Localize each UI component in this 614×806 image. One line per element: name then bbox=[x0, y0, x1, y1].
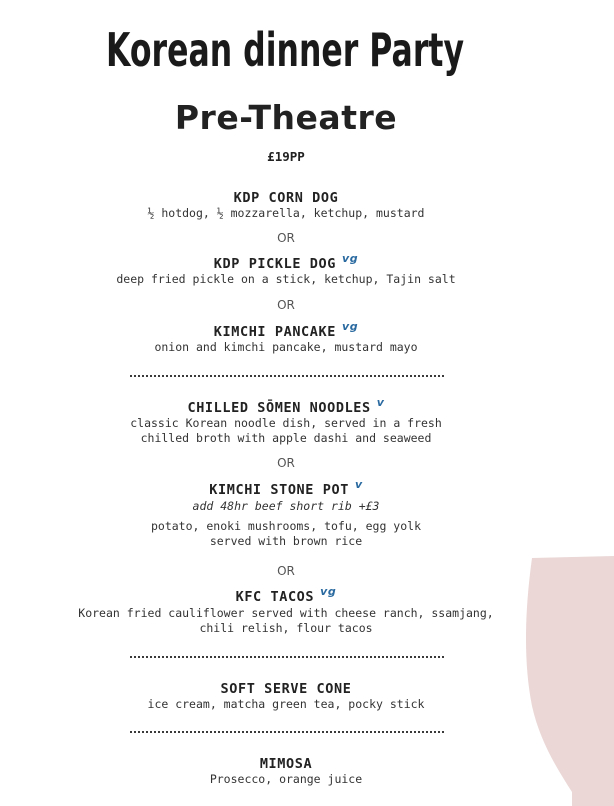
champagne-glass-icon bbox=[510, 556, 614, 806]
menu-item-name: SOFT SERVE CONE bbox=[220, 681, 352, 697]
or-separator: OR bbox=[277, 564, 295, 578]
dotted-divider bbox=[130, 375, 444, 377]
menu-item-name: KDP CORN DOG bbox=[233, 190, 339, 206]
svg-text:Korean dinner Party: Korean dinner Party bbox=[106, 23, 465, 77]
menu-item-desc: chili relish, flour tacos bbox=[199, 621, 373, 635]
or-separator: OR bbox=[277, 298, 295, 312]
dotted-divider bbox=[130, 731, 444, 733]
menu-item-desc: Prosecco, orange juice bbox=[209, 772, 363, 786]
menu-item-desc: chilled broth with apple dashi and seaweed bbox=[140, 431, 432, 445]
or-separator: OR bbox=[277, 456, 295, 470]
vegetarian-tag: v bbox=[354, 478, 363, 491]
menu-item-desc: ½ hotdog, ½ mozzarella, ketchup, mustard bbox=[147, 206, 425, 220]
menu-item-desc: Korean fried cauliflower served with cheese ranch, ssamjang, bbox=[78, 606, 494, 620]
menu-item-name: CHILLED SŌMEN NOODLES $^v$ bbox=[187, 396, 385, 416]
menu-item-name: KIMCHI PANCAKE $^{vg}$ bbox=[213, 320, 359, 340]
menu-title: Pre-Theatre bbox=[174, 98, 398, 137]
or-separator: OR bbox=[277, 231, 295, 245]
vegan-tag: vg bbox=[320, 585, 337, 598]
menu-item-addon: add 48hr beef short rib +£3 bbox=[192, 499, 380, 513]
vegetarian-tag: v bbox=[376, 396, 385, 409]
vegan-tag: vg bbox=[341, 252, 359, 265]
vegan-tag: vg bbox=[341, 320, 359, 333]
menu-item-name: KDP PICKLE DOG $^{vg}$ bbox=[213, 252, 359, 272]
menu-item-desc: deep fried pickle on a stick, ketchup, Tajin salt bbox=[116, 272, 456, 286]
menu-item-desc: served with brown rice bbox=[209, 534, 363, 548]
menu-item-desc: onion and kimchi pancake, mustard mayo bbox=[154, 340, 418, 354]
menu-item-name: KFC TACOS $^{vg}$ bbox=[235, 585, 337, 605]
menu-item-name: KIMCHI STONE POT $^v$ bbox=[209, 478, 363, 498]
menu-item-desc: potato, enoki mushrooms, tofu, egg yolk bbox=[150, 519, 422, 533]
dotted-divider bbox=[130, 656, 444, 658]
menu-price: £19PP bbox=[267, 149, 305, 164]
menu-item-desc: classic Korean noodle dish, served in a fresh bbox=[130, 416, 442, 430]
menu-item-name: MIMOSA bbox=[259, 756, 313, 772]
brand-logo bbox=[106, 8, 468, 80]
menu-item-desc: ice cream, matcha green tea, pocky stick bbox=[147, 697, 425, 711]
